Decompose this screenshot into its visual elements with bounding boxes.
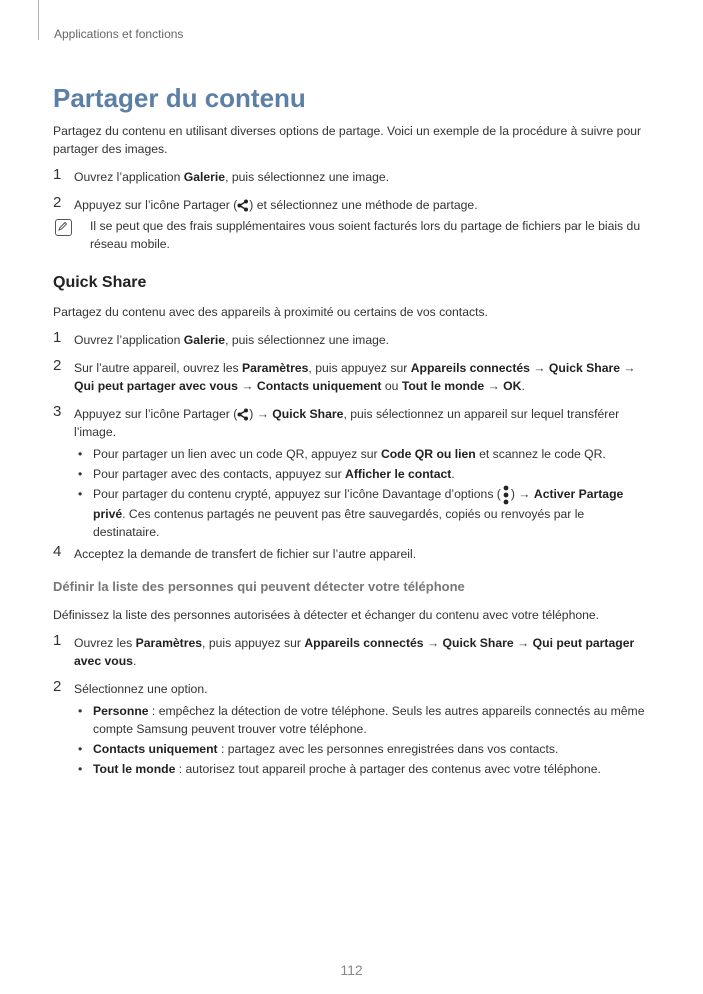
subsection-intro: Définissez la liste des personnes autorisées à détecter et échanger du contenu avec votre téléphone. [53, 608, 600, 622]
bullet: • [78, 487, 83, 501]
bold-term: Quick Share [442, 636, 514, 650]
step-2: 2 Sélectionnez une option. • Personne : empêchez la détection de votre téléphone. Seuls les autres appareils connectés au même compte Samsung peuvent trouver votre téléphone. • Contacts uniquement : partagez avec les personnes enregistrées dans vos contacts. • Tout le monde : autorisez tout appareil proche à partager des contenus avec votre téléphone. [53, 680, 653, 778]
share-icon [237, 408, 249, 421]
step-1: 1 Ouvrez l’application Galerie, puis sélectionnez une image. [53, 329, 390, 347]
note-pencil-icon [55, 219, 72, 236]
page-number: 112 [340, 962, 363, 978]
bullet: • [78, 447, 83, 461]
step-number: 1 [53, 329, 62, 346]
list-item: • Pour partager du contenu crypté, appuyez sur l’icône Davantage d’options ( ) → Activer Partage privé. Ces contenus partagés ne peuvent pas être sauvegardés, copiés ou renvoyés par le destinataire. [78, 487, 624, 539]
list-item: • Pour partager un lien avec un code QR, appuyez sur Code QR ou lien et scannez le code QR. [78, 447, 606, 461]
step-number: 2 [53, 678, 62, 695]
bold-term: Galerie [183, 333, 226, 347]
share-icon [237, 199, 249, 212]
bold-term: Quick Share [548, 361, 621, 375]
bold-term: Quick Share [272, 407, 344, 421]
step-4: 4 Acceptez la demande de transfert de fichier sur l’autre appareil. [53, 543, 417, 561]
step-2: 2 Sur l’autre appareil, ouvrez les Paramètres, puis appuyez sur Appareils connectés → Quick Share → Qui peut partager avec vous → Contacts uniquement ou Tout le monde → OK. [53, 357, 636, 393]
bold-term: Tout le monde [401, 379, 485, 393]
bold-term: Personne [93, 704, 149, 718]
bold-term: Qui peut partager avec vous [74, 636, 635, 668]
bullet: • [78, 742, 83, 756]
bullet-list [74, 445, 653, 541]
subsection-heading: Définir la liste des personnes qui peuvent détecter votre téléphone [53, 579, 465, 594]
bold-term: Tout le monde [93, 762, 176, 776]
bold-term: OK [503, 379, 522, 393]
intro-paragraph: Partagez du contenu en utilisant diverses options de partage. Voici un exemple de la procédure à suivre pour partager des images. [53, 124, 642, 156]
bold-term: Afficher le contact [345, 467, 452, 481]
bold-term: Contacts uniquement [93, 742, 218, 756]
step-number: 1 [53, 166, 62, 183]
more-options-icon [501, 485, 511, 505]
page-title: Partager du contenu [53, 83, 306, 113]
bold-term: Contacts uniquement [256, 379, 382, 393]
step-number: 2 [53, 357, 62, 374]
list-item: • Personne : empêchez la détection de votre téléphone. Seuls les autres appareils connectés au même compte Samsung peuvent trouver votre téléphone. [78, 704, 645, 736]
bold-term: Activer Partage privé [93, 487, 624, 521]
bold-term: Qui peut partager avec vous [74, 379, 238, 393]
bold-term: Paramètres [135, 636, 203, 650]
list-item: • Tout le monde : autorisez tout appareil proche à partager des contenus avec votre téléphone. [78, 762, 601, 776]
step-number: 4 [53, 543, 62, 560]
list-item: • Contacts uniquement : partagez avec les personnes enregistrées dans vos contacts. [78, 742, 559, 756]
step-number: 1 [53, 632, 62, 649]
bold-term: Appareils connectés [410, 361, 530, 375]
step-1: 1 Ouvrez les Paramètres, puis appuyez sur Appareils connectés → Quick Share → Qui peut partager avec vous. [53, 632, 635, 668]
note-block [53, 217, 653, 253]
step-1: 1 Ouvrez l’application Galerie, puis sélectionnez une image. [53, 166, 390, 184]
step-number: 2 [53, 194, 62, 211]
page-margin-rule [38, 0, 39, 40]
list-item: • Pour partager avec des contacts, appuyez sur Afficher le contact. [78, 467, 455, 481]
section-heading-quick-share: Quick Share [53, 274, 147, 291]
main-content [53, 122, 653, 788]
section-intro: Partagez du contenu avec des appareils à proximité ou certains de vos contacts. [53, 305, 488, 319]
bullet: • [78, 467, 83, 481]
bullet: • [78, 762, 83, 776]
bold-term: Code QR ou lien [380, 447, 476, 461]
running-header: Applications et fonctions [54, 27, 184, 41]
bullet: • [78, 704, 83, 718]
bold-term: Appareils connectés [304, 636, 424, 650]
note-text: Il se peut que des frais supplémentaires vous soient facturés lors du partage de fichiers par le biais du réseau mobile. [90, 219, 641, 251]
step-2: 2 Appuyez sur l’icône Partager ( ) et sélectionnez une méthode de partage. [53, 194, 478, 212]
bold-term: Paramètres [242, 361, 309, 375]
step-number: 3 [53, 403, 62, 420]
step-3: 3 Appuyez sur l’icône Partager ( ) → Quick Share, puis sélectionnez un appareil sur lequel transférer l’image. • Pour partager un lien avec un code QR, appuyez sur Code QR ou lien et scannez le code QR. • Pour partager avec des contacts, appuyez sur Afficher le contact. • Pour partager du contenu crypté, appuyez sur l’icône Davantage d’options ( ) → Activer Partage privé. Ces contenus partagés ne peuvent pas être sauvegardés, copiés ou renvoyés par le destinataire. [53, 405, 653, 541]
option-list [74, 702, 653, 778]
bold-term: Galerie [183, 170, 226, 184]
